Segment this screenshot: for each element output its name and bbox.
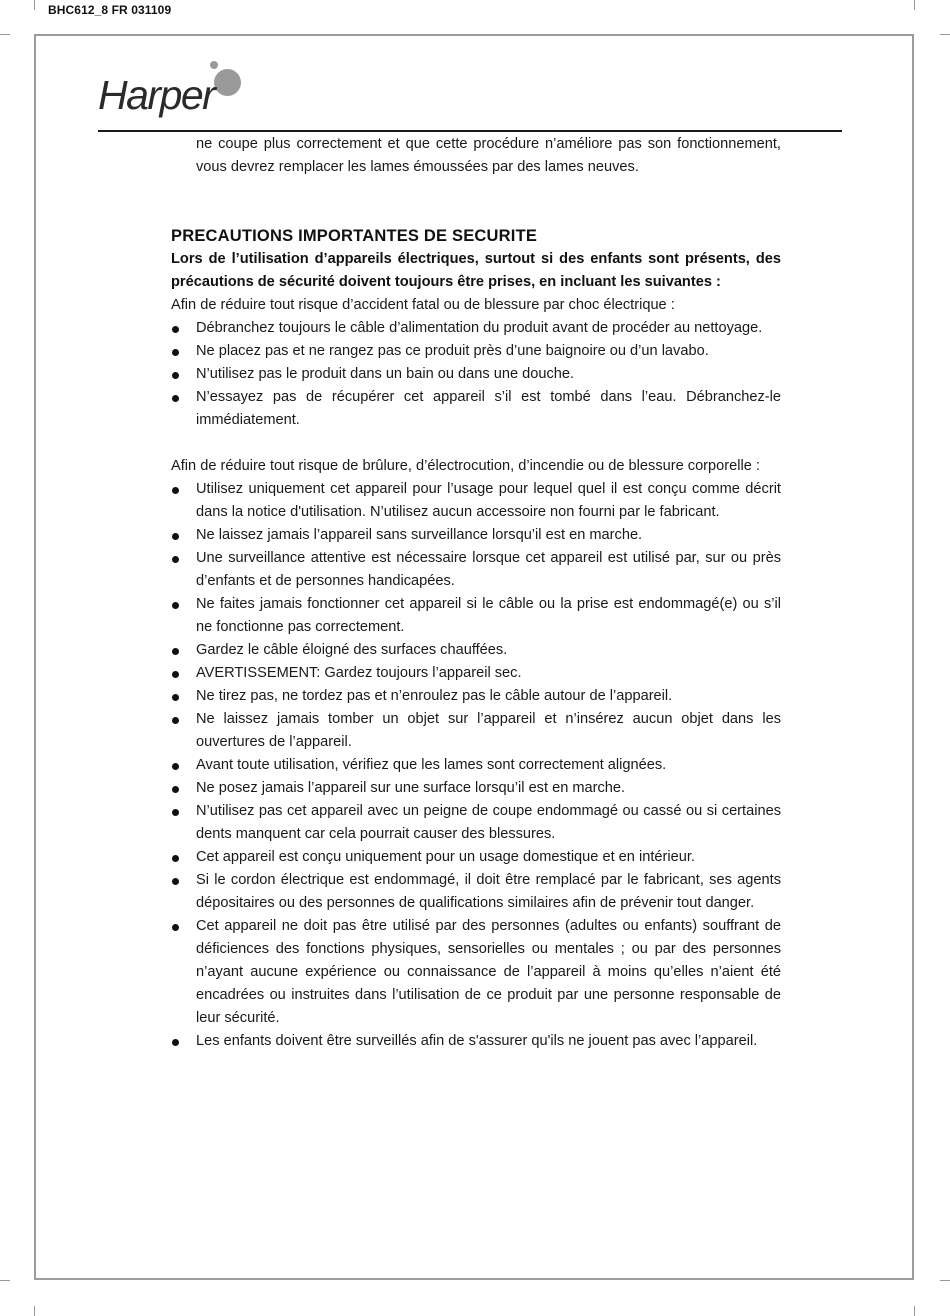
bullet-icon (172, 763, 179, 770)
bullet-icon (172, 855, 179, 862)
section-title: PRECAUTIONS IMPORTANTES DE SECURITE (171, 227, 538, 245)
bullet-icon (172, 878, 179, 885)
bullet-icon (172, 349, 179, 356)
bullet-icon (172, 487, 179, 494)
list-item: Cet appareil ne doit pas être utilisé par des personnes (adultes ou enfants) souffrant de déficiences des fonctions physiques, sensorielles ou mentales ; ou par des personnes n’ayant aucune expérience ou connaissance de l’appareil à moins qu’elles n’aient été encadrées ou instruites dans l’utilisation de ce produit par une personne responsable de leur sécurité. (171, 915, 781, 1030)
crop-mark-bottom-left (34, 1306, 35, 1316)
logo-dot-large (214, 69, 241, 96)
crop-mark-right-top (940, 34, 950, 35)
harper-logo (98, 60, 248, 126)
list-item: Utilisez uniquement cet appareil pour l’usage pour lequel quel il est conçu comme décrit dans la notice d'utilisation. N’utilisez aucun accessoire non fourni par le fabricant. (171, 478, 781, 524)
list-item: Les enfants doivent être surveillés afin de s'assurer qu'ils ne jouent pas avec l’appareil. (171, 1030, 781, 1053)
crop-mark-bottom-right (914, 1306, 915, 1316)
bullet-icon (172, 809, 179, 816)
spacer (171, 432, 781, 455)
list-item: Une surveillance attentive est nécessaire lorsque cet appareil est utilisé par, sur ou près d’enfants et de personnes handicapées. (171, 547, 781, 593)
crop-mark-top-right (914, 0, 915, 10)
bullet-icon (172, 556, 179, 563)
list-item: N’utilisez pas cet appareil avec un peigne de coupe endommagé ou cassé ou si certaines dents manquent car cela pourrait causer des blessures. (171, 800, 781, 846)
bullet-icon (172, 395, 179, 402)
bullet-icon (172, 326, 179, 333)
spacer (171, 179, 781, 225)
bullet-icon (172, 648, 179, 655)
list-item: Ne tirez pas, ne tordez pas et n’enroulez pas le câble autour de l’appareil. (171, 685, 781, 708)
list-item: Ne laissez jamais l’appareil sans surveillance lorsqu’il est en marche. (171, 524, 781, 547)
bullet-icon (172, 786, 179, 793)
crop-mark-left-bottom (0, 1280, 10, 1281)
group2-intro: Afin de réduire tout risque de brûlure, d’électrocution, d’incendie ou de blessure corporelle : (171, 458, 760, 474)
list-item: Si le cordon électrique est endommagé, il doit être remplacé par le fabricant, ses agents dépositaires ou des personnes de qualifications similaires afin de prévenir tout danger. (171, 869, 781, 915)
list-item: N’utilisez pas le produit dans un bain ou dans une douche. (171, 363, 781, 386)
list-item: Ne posez jamais l’appareil sur une surface lorsqu’il est en marche. (171, 777, 781, 800)
group1-list (171, 317, 781, 432)
list-item: Ne faites jamais fonctionner cet appareil si le câble ou la prise est endommagé(e) ou s’il ne fonctionne pas correctement. (171, 593, 781, 639)
crop-mark-top-left (34, 0, 35, 10)
list-item: Ne laissez jamais tomber un objet sur l’appareil et n’insérez aucun objet dans les ouvertures de l’appareil. (171, 708, 781, 754)
bullet-icon (172, 717, 179, 724)
logo-text: Harper (98, 72, 215, 118)
group1-intro: Afin de réduire tout risque d’accident fatal ou de blessure par choc électrique : (171, 297, 675, 313)
list-item: Ne placez pas et ne rangez pas ce produit près d’une baignoire ou d’un lavabo. (171, 340, 781, 363)
page-content (171, 133, 781, 1053)
bullet-icon (172, 694, 179, 701)
list-item: Gardez le câble éloigné des surfaces chauffées. (171, 639, 781, 662)
logo-dot-small (210, 61, 218, 69)
list-item: Débranchez toujours le câble d’alimentation du produit avant de procéder au nettoyage. (171, 317, 781, 340)
bullet-icon (172, 924, 179, 931)
list-item: Avant toute utilisation, vérifiez que les lames sont correctement alignées. (171, 754, 781, 777)
crop-mark-right-bottom (940, 1280, 950, 1281)
intro-continuation: ne coupe plus correctement et que cette procédure n’améliore pas son fonctionnement, vous devrez remplacer les lames émoussées par des lames neuves. (196, 136, 781, 175)
group2-list (171, 478, 781, 1053)
bullet-icon (172, 671, 179, 678)
list-item: N’essayez pas de récupérer cet appareil s’il est tombé dans l’eau. Débranchez-le immédiatement. (171, 386, 781, 432)
document-code: BHC612_8 FR 031109 (48, 3, 172, 17)
bullet-icon (172, 533, 179, 540)
bullet-icon (172, 602, 179, 609)
bullet-icon (172, 1039, 179, 1046)
section-bold-intro: Lors de l’utilisation d’appareils électriques, surtout si des enfants sont présents, des précautions de sécurité doivent toujours être prises, en incluant les suivantes : (171, 251, 781, 290)
list-item: Cet appareil est conçu uniquement pour un usage domestique et en intérieur. (171, 846, 781, 869)
list-item: AVERTISSEMENT: Gardez toujours l’appareil sec. (171, 662, 781, 685)
bullet-icon (172, 372, 179, 379)
crop-mark-left-top (0, 34, 10, 35)
header-rule (98, 130, 842, 132)
